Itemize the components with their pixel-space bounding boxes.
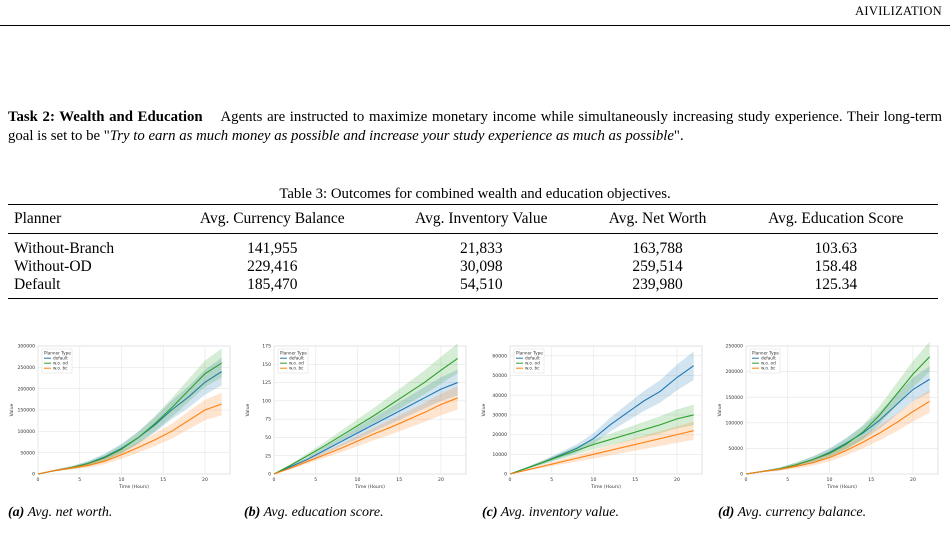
- x-tick-label: 0: [744, 478, 748, 483]
- figure-net-worth: [6, 340, 236, 500]
- y-tick-label: 50000: [20, 451, 35, 457]
- results-table: [8, 204, 938, 299]
- legend-title: Planner Type: [280, 350, 307, 356]
- legend-entry: w.o. od: [289, 360, 304, 366]
- x-tick-label: 15: [160, 478, 167, 483]
- y-tick-label: 20000: [492, 433, 507, 439]
- x-tick-label: 10: [590, 478, 597, 483]
- y-tick-label: 100000: [17, 429, 35, 435]
- header-education-score: Avg. Education Score: [734, 205, 938, 234]
- legend-entry: w.o. od: [761, 360, 776, 366]
- cell-currency-balance: 229,416: [247, 258, 298, 275]
- y-axis-label: Value: [482, 403, 487, 417]
- table-row: [8, 276, 938, 299]
- x-tick-label: 10: [354, 478, 361, 483]
- y-tick-label: 10000: [492, 452, 507, 458]
- x-tick-label: 20: [910, 478, 916, 483]
- y-tick-label: 50: [265, 436, 271, 442]
- figure-inventory-value: [478, 340, 708, 500]
- cell-inventory-value: 54,510: [381, 276, 581, 299]
- chart-inventory-value: [478, 340, 708, 500]
- table-row: [8, 234, 938, 259]
- chart-currency-balance: [714, 340, 944, 500]
- x-tick-label: 10: [118, 478, 125, 483]
- running-head: [855, 4, 942, 19]
- x-tick-label: 0: [36, 478, 40, 483]
- legend-entry: default: [53, 355, 68, 361]
- y-tick-label: 200000: [725, 370, 743, 376]
- header-inventory-value: Avg. Inventory Value: [381, 205, 581, 234]
- legend-entry: default: [525, 355, 540, 361]
- legend-entry: w.o. bc: [53, 365, 68, 371]
- cell-currency-balance: 185,470: [164, 276, 382, 299]
- subcaption-label: (a): [8, 505, 25, 520]
- task-body-end: ".: [673, 127, 684, 144]
- legend-entry: w.o. od: [53, 360, 68, 366]
- cell-planner: Without-Branch: [14, 240, 115, 257]
- y-axis-label: Value: [718, 403, 723, 417]
- y-tick-label: 250000: [17, 365, 35, 371]
- task-paragraph: [8, 108, 942, 145]
- y-tick-label: 200000: [17, 387, 35, 393]
- running-head-prefix: AI: [855, 4, 869, 18]
- cell-planner: Without-OD: [14, 258, 92, 275]
- x-tick-label: 0: [272, 478, 276, 483]
- cell-net-worth: 259,514: [632, 258, 683, 275]
- legend-title: Planner Type: [752, 350, 779, 356]
- y-tick-label: 0: [504, 472, 507, 478]
- subcaption-label: (b): [244, 505, 261, 520]
- y-tick-label: 0: [268, 472, 271, 478]
- x-tick-label: 10: [826, 478, 833, 483]
- subcaption-inventory-value: [482, 505, 619, 521]
- y-tick-label: 75: [265, 417, 271, 423]
- x-axis-label: Time (Hours): [591, 485, 621, 490]
- x-tick-label: 5: [786, 478, 790, 483]
- y-axis-label: Value: [246, 403, 251, 417]
- legend-entry: default: [289, 355, 304, 361]
- chart-net-worth: [6, 340, 236, 500]
- x-tick-label: 15: [396, 478, 403, 483]
- y-tick-label: 50000: [728, 447, 743, 452]
- legend-entry: w.o. od: [525, 360, 540, 366]
- header-currency-balance: Avg. Currency Balance: [164, 205, 382, 234]
- running-head-rest: VILIZATION: [868, 4, 942, 18]
- x-tick-label: 5: [550, 478, 554, 483]
- x-tick-label: 15: [632, 478, 639, 483]
- y-tick-label: 125: [262, 381, 271, 387]
- subcaption-label: (c): [482, 505, 498, 520]
- x-tick-label: 0: [508, 478, 512, 483]
- y-tick-label: 100: [262, 399, 271, 405]
- cell-currency-balance: 141,955: [247, 240, 298, 257]
- x-tick-label: 20: [202, 478, 208, 483]
- y-tick-label: 60000: [492, 354, 507, 360]
- cell-education-score: 125.34: [734, 276, 938, 299]
- figure-currency-balance: [714, 340, 944, 500]
- y-tick-label: 300000: [17, 344, 35, 350]
- x-tick-label: 20: [674, 478, 680, 483]
- legend-entry: w.o. bc: [761, 365, 776, 371]
- figure-education-score: [242, 340, 472, 500]
- subcaption-text: Avg. currency balance.: [737, 505, 867, 520]
- y-tick-label: 0: [32, 472, 35, 478]
- x-tick-label: 20: [438, 478, 444, 483]
- task-title: Task 2: Wealth and Education: [8, 109, 203, 125]
- y-tick-label: 25: [265, 454, 271, 460]
- x-tick-label: 15: [868, 478, 875, 483]
- y-tick-label: 250000: [725, 344, 743, 350]
- legend-entry: w.o. bc: [525, 365, 540, 371]
- header-net-worth: Avg. Net Worth: [581, 205, 733, 234]
- legend-entry: w.o. bc: [289, 365, 304, 371]
- header-rule: [0, 25, 950, 26]
- chart-education-score: [242, 340, 472, 500]
- task-body-start: Agents are instructed to maximize monetary income while simultaneously increasing study experience. Their long-term goal is set to be ": [8, 109, 942, 144]
- y-tick-label: 150: [262, 362, 271, 368]
- cell-net-worth: 163,788: [632, 240, 683, 257]
- y-tick-label: 30000: [492, 413, 507, 419]
- legend-entry: default: [761, 355, 776, 361]
- y-tick-label: 175: [262, 344, 271, 350]
- cell-education-score: 103.63: [814, 240, 858, 257]
- x-axis-label: Time (Hours): [355, 485, 385, 490]
- y-tick-label: 40000: [492, 393, 507, 399]
- legend-title: Planner Type: [516, 350, 543, 356]
- subcaption-text: Avg. inventory value.: [500, 505, 619, 520]
- cell-net-worth: 239,980: [581, 276, 733, 299]
- table-header-row: [8, 205, 938, 234]
- x-axis-label: Time (Hours): [119, 485, 149, 490]
- header-planner: Planner: [8, 205, 164, 234]
- y-tick-label: 150000: [17, 408, 35, 414]
- x-axis-label: Time (Hours): [827, 485, 857, 490]
- subcaption-label: (d): [718, 505, 735, 520]
- legend-title: Planner Type: [44, 350, 71, 356]
- cell-inventory-value: 21,833: [459, 240, 503, 257]
- y-axis-label: Value: [10, 403, 15, 417]
- cell-inventory-value: 30,098: [459, 258, 503, 275]
- y-tick-label: 150000: [725, 395, 743, 401]
- x-tick-label: 5: [78, 478, 82, 483]
- table-caption: Table 3: Outcomes for combined wealth and education objectives.: [279, 186, 671, 202]
- cell-education-score: 158.48: [814, 258, 858, 275]
- y-tick-label: 50000: [492, 374, 507, 380]
- table-row: [8, 258, 938, 276]
- subcaption-net-worth: [8, 505, 112, 521]
- subcaption-text: Avg. net worth.: [27, 505, 113, 520]
- y-tick-label: 100000: [725, 421, 743, 427]
- subcaption-text: Avg. education score.: [263, 505, 384, 520]
- cell-planner: Default: [8, 276, 164, 299]
- y-tick-label: 0: [740, 472, 743, 478]
- subcaption-education-score: [244, 505, 384, 521]
- x-tick-label: 5: [314, 478, 318, 483]
- subcaption-currency-balance: [718, 505, 866, 521]
- task-goal-quote: Try to earn as much money as possible and increase your study experience as much as possible: [109, 127, 674, 144]
